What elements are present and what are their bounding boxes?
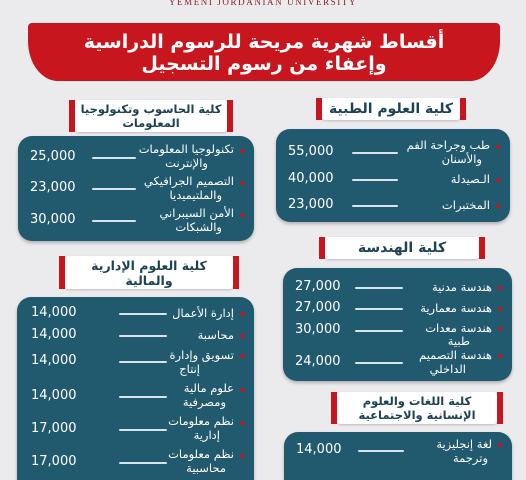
bullet-dot (496, 178, 500, 182)
program-name: الـصيدلة (450, 172, 490, 186)
dash-separator (119, 462, 167, 464)
program-name: نظم معلومات (168, 414, 234, 428)
admin-faculty-card (17, 297, 254, 480)
program-fee: 25,000 (30, 149, 76, 164)
program-fee: 23,000 (288, 197, 334, 212)
bullet-dot (496, 204, 500, 208)
program-name: هندسة معمارية (420, 301, 492, 315)
program-row (30, 206, 244, 234)
program-row (31, 327, 244, 343)
computing-faculty-title: كلية الحاسوب وتكنولوجيا المعلومات (75, 100, 227, 132)
program-name-line2: إنتاج (179, 362, 200, 376)
bullet-dot (498, 286, 502, 290)
admin-faculty-title: كلية العلوم الإدارية والمالية (65, 256, 233, 289)
bullet-dot (498, 327, 502, 331)
program-name-line2: والشبكات (175, 220, 222, 234)
bullet-dot (240, 334, 244, 338)
program-fee: 27,000 (295, 300, 341, 315)
program-fee: 14,000 (31, 305, 77, 320)
languages-faculty-card (284, 432, 512, 480)
program-name: تسويق وإدارة (169, 348, 234, 362)
engineering-faculty-card (283, 268, 512, 381)
program-row (296, 437, 502, 465)
dash-separator (355, 287, 403, 289)
program-name: طب وجراحة الفم (406, 138, 490, 152)
program-row (288, 138, 500, 166)
medical-faculty-title: كلية العلوم الطبية (322, 98, 460, 120)
program-name: التصميم الجرافيكي (143, 174, 234, 188)
banner-line-1: أقساط شهرية مريحة للرسوم الدراسية (83, 31, 445, 53)
program-name: لغة إنجليزية (436, 437, 492, 451)
program-name: علوم مالية (183, 381, 234, 395)
dash-separator (355, 362, 403, 364)
program-fee: 14,000 (31, 353, 77, 368)
program-fee: 27,000 (295, 279, 341, 294)
medical-faculty-card (276, 129, 510, 222)
dash-separator (92, 220, 136, 222)
dash-separator (119, 429, 167, 431)
bullet-dot (240, 388, 244, 392)
program-fee: 30,000 (295, 322, 341, 337)
program-name: هندسة معدات (425, 321, 492, 335)
university-name: YEMENI JORDANIAN UNIVERSITY (168, 0, 358, 7)
program-fee: 55,000 (288, 144, 334, 159)
program-name-line2: وترجمة (452, 451, 488, 465)
program-fee: 30,000 (30, 212, 76, 227)
program-name-line2: والأسنان (441, 152, 482, 166)
program-name: المختبرات (441, 198, 490, 212)
bullet-dot (240, 421, 244, 425)
bullet-dot (498, 354, 502, 358)
dash-separator (119, 396, 167, 398)
program-fee: 17,000 (31, 421, 77, 436)
bullet-dot (240, 454, 244, 458)
program-name: تكنولوجيا المعلومات (138, 142, 234, 156)
dash-separator (119, 313, 167, 315)
program-name: نظم معلومات (168, 447, 234, 461)
dash-separator (92, 188, 136, 190)
program-row (30, 174, 244, 202)
bullet-dot (498, 307, 502, 311)
program-name: إدارة الأعمال (172, 306, 234, 320)
dash-separator (355, 330, 403, 332)
dash-separator (352, 152, 398, 154)
program-name: هندسة التصميم (419, 348, 492, 362)
program-fee: 40,000 (288, 171, 334, 186)
dash-separator (358, 450, 404, 452)
bullet-dot (496, 145, 500, 149)
bullet-dot (240, 181, 244, 185)
program-row (31, 447, 244, 475)
program-row (31, 381, 244, 409)
program-name: الأمن السيبراني (159, 206, 234, 220)
bullet-dot (240, 149, 244, 153)
dash-separator (119, 335, 167, 337)
program-row (31, 305, 244, 321)
program-row (31, 348, 244, 376)
bullet-dot (240, 213, 244, 217)
program-fee: 17,000 (31, 454, 77, 469)
program-row (31, 414, 244, 442)
program-name: هندسة مدنية (431, 280, 492, 294)
program-row (295, 321, 502, 348)
program-name-line2: الداخلي (429, 362, 466, 376)
dash-separator (352, 205, 398, 207)
offer-banner (28, 23, 500, 81)
program-name-line2: والإنترنت (165, 156, 208, 170)
bullet-dot (240, 354, 244, 358)
program-fee: 23,000 (30, 180, 76, 195)
program-row (30, 142, 244, 170)
computing-faculty-card (18, 136, 254, 241)
program-name-line2: محاسبية (186, 461, 226, 475)
program-name-line2: طبية (447, 334, 470, 348)
bullet-dot (498, 443, 502, 447)
program-fee: 14,000 (31, 327, 77, 342)
program-fee: 14,000 (296, 442, 342, 457)
program-row (288, 171, 500, 187)
dash-separator (352, 179, 398, 181)
program-row (295, 348, 502, 376)
program-name-line2: والملتيميديا (169, 188, 222, 202)
dash-separator (355, 308, 403, 310)
dash-separator (92, 157, 136, 159)
banner-line-2: وإعفاء من رسوم التسجيل (141, 53, 387, 75)
program-name-line2: إدارية (193, 428, 220, 442)
program-fee: 24,000 (295, 354, 341, 369)
program-row (295, 300, 502, 316)
program-name-line2: ومصرفية (182, 395, 226, 409)
program-row (295, 279, 502, 295)
languages-faculty-title: كلية اللغات والعلوم الإنسانية والاجتماعية (337, 392, 497, 424)
engineering-faculty-title: كلية الهندسة (325, 237, 479, 259)
bullet-dot (240, 312, 244, 316)
dash-separator (119, 361, 167, 363)
program-fee: 14,000 (31, 388, 77, 403)
program-row (288, 197, 500, 213)
program-name: محاسبة (197, 328, 234, 342)
